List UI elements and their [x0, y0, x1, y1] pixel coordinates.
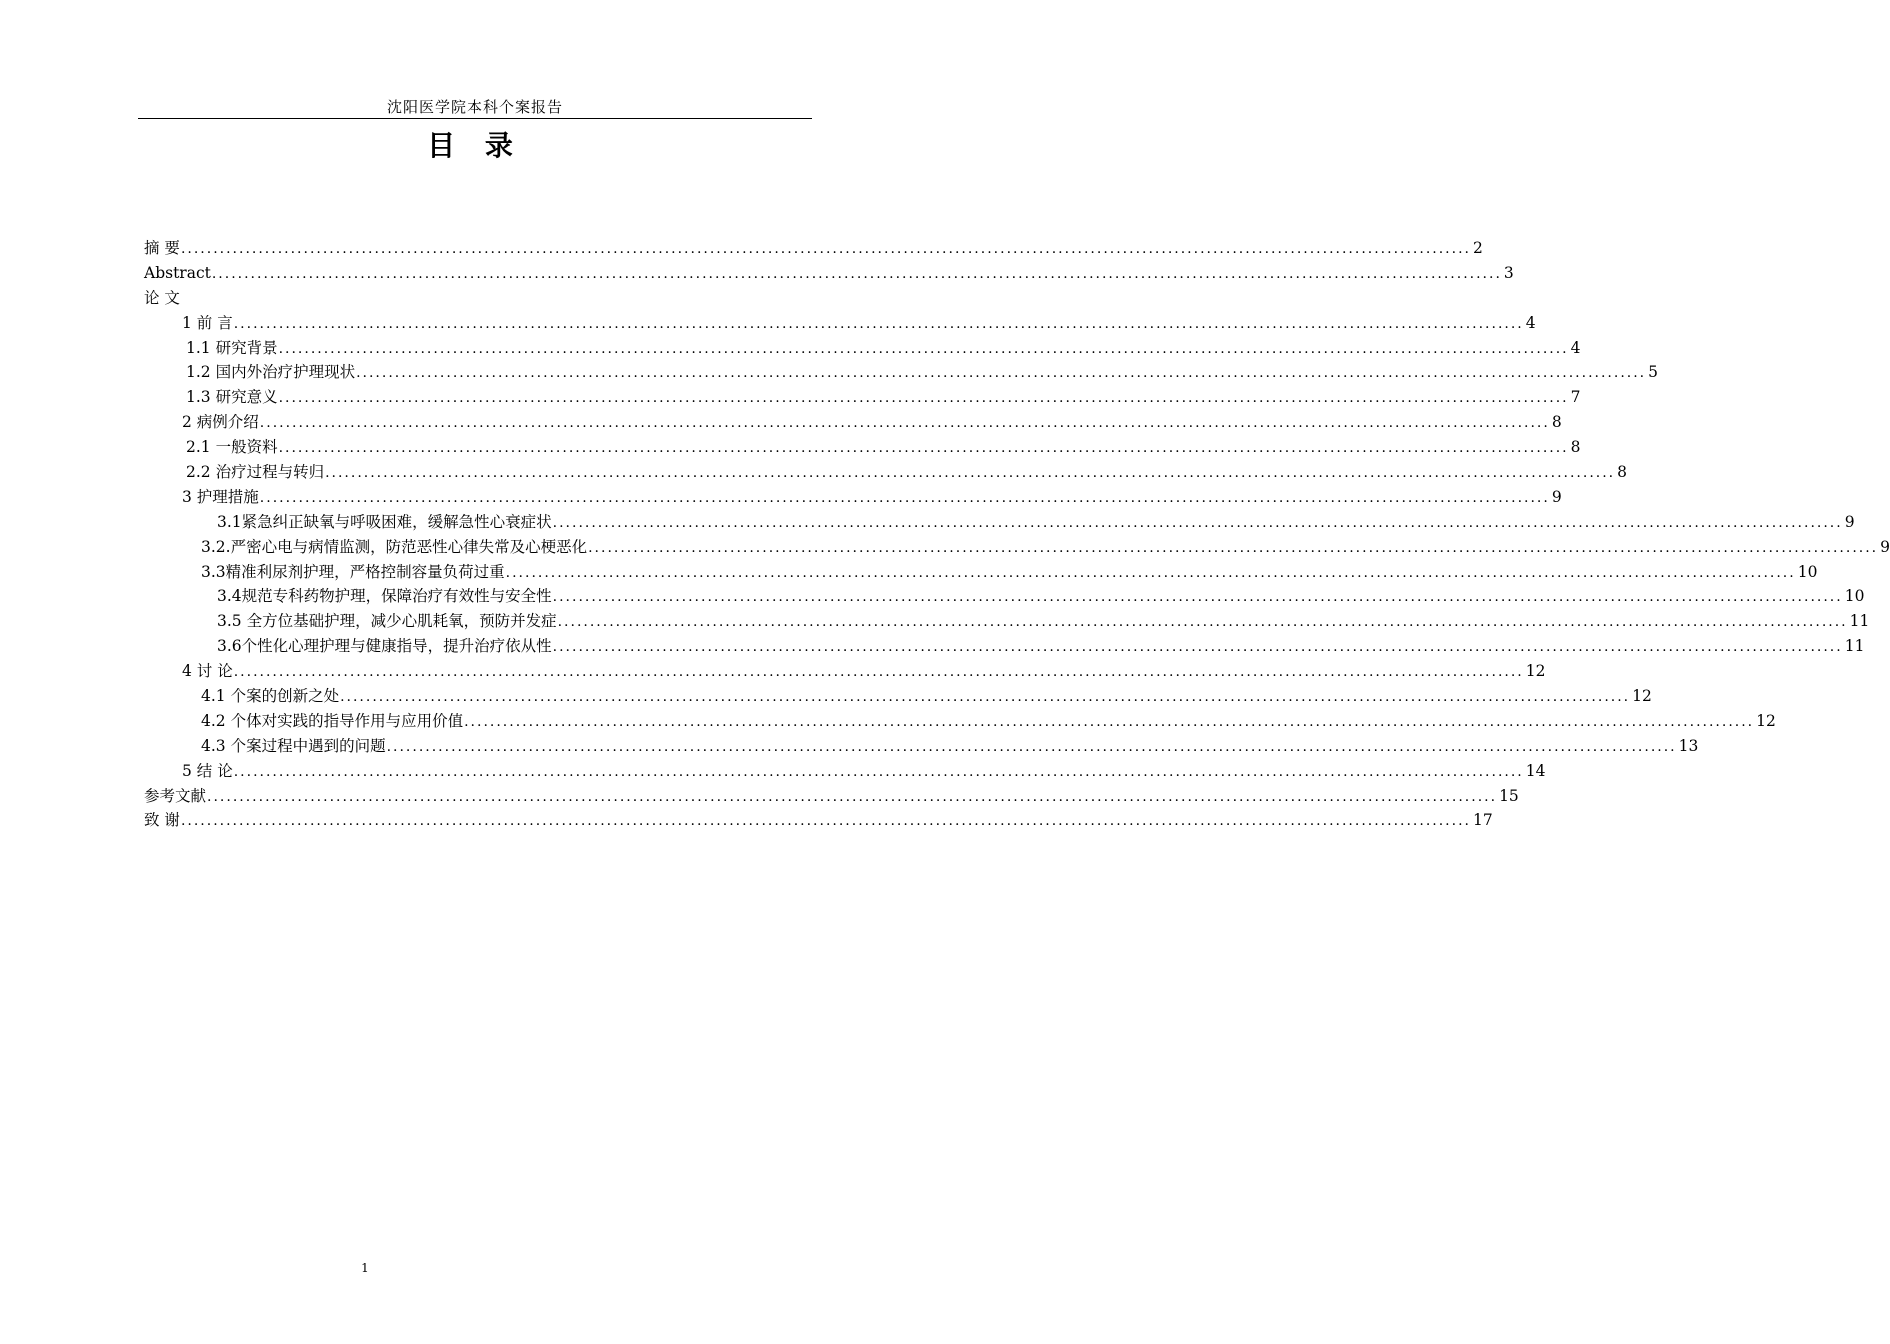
toc-entry-page: 12: [1525, 662, 1546, 681]
toc-entry-page: 14: [1525, 761, 1546, 780]
toc-entry-label: 1.1 研究背景: [186, 338, 278, 357]
toc-entry[interactable]: [144, 261, 1514, 286]
toc-entry[interactable]: [144, 560, 1818, 585]
toc-entry-label: 论 文: [144, 288, 180, 307]
toc-entry-label: 4.1 个案的创新之处: [201, 687, 340, 706]
toc-entry-label: 4 讨 论: [182, 662, 233, 681]
toc-entry-page: 8: [1551, 413, 1562, 432]
toc-entry-label: 3.5 全方位基础护理，减少心肌耗氧，预防并发症: [217, 612, 557, 631]
toc-leader-dots: ........................................................................................................................................................................................................: [325, 465, 1616, 482]
toc-entry-label: 3.4规范专科药物护理，保障治疗有效性与安全性: [217, 587, 552, 606]
toc-entry-label: 5 结 论: [182, 761, 233, 780]
toc-leader-dots: ........................................................................................................................................................................................................: [278, 390, 1569, 407]
toc-entry[interactable]: [144, 510, 1855, 535]
toc-entry[interactable]: [144, 734, 1699, 759]
toc-entry-label: 1.2 国内外治疗护理现状: [186, 363, 356, 382]
toc-entry-label: 2 病例介绍: [182, 413, 259, 432]
toc-entry-page: 17: [1472, 811, 1493, 830]
toc-leader-dots: ........................................................................................................................................................................................................: [180, 813, 1471, 830]
toc-entry-label: 2.1 一般资料: [186, 438, 278, 457]
toc-entry[interactable]: [144, 410, 1562, 435]
toc-entry-page: 4: [1525, 313, 1536, 332]
toc-entry-page: 4: [1570, 338, 1581, 357]
toc-leader-dots: ........................................................................................................................................................................................................: [207, 788, 1498, 805]
toc-entry-label: 4.3 个案过程中遇到的问题: [201, 736, 386, 755]
toc-entry-label: Abstract: [144, 263, 211, 282]
toc-entry[interactable]: [144, 236, 1483, 261]
toc-leader-dots: ........................................................................................................................................................................................................: [180, 241, 1471, 257]
toc-entry-page: 2: [1472, 239, 1483, 257]
toc-entry-page: 10: [1797, 562, 1818, 581]
toc-entry-page: 12: [1756, 711, 1776, 730]
toc-entry-page: 9: [1551, 487, 1562, 506]
toc-leader-dots: ........................................................................................................................................................................................................: [464, 713, 1755, 730]
toc-leader-dots: ........................................................................................................................................................................................................: [233, 664, 1524, 681]
toc-leader-dots: ........................................................................................................................................................................................................: [340, 689, 1631, 706]
toc-entry-label: 致 谢: [144, 811, 180, 830]
toc-entry[interactable]: [144, 460, 1627, 485]
page-number: 1: [361, 1261, 369, 1275]
toc-entry-label: 摘 要: [144, 239, 180, 257]
toc-entry[interactable]: [144, 784, 1519, 809]
toc-entry-page: 10: [1844, 587, 1865, 606]
toc-entry[interactable]: [144, 336, 1581, 361]
toc-entry-page: 5: [1648, 363, 1658, 382]
toc-leader-dots: ........................................................................................................................................................................................................: [557, 614, 1848, 631]
toc-entry[interactable]: [144, 634, 1865, 659]
toc-entry[interactable]: [144, 360, 1658, 385]
toc-leader-dots: ........................................................................................................................................................................................................: [552, 514, 1843, 531]
toc-entry[interactable]: [144, 659, 1546, 684]
toc-title: 目 录: [427, 129, 523, 162]
page-header: 沈阳医学院本科个案报告: [138, 96, 812, 119]
toc-entry-label: 2.2 治疗过程与转归: [186, 463, 325, 482]
toc-leader-dots: ........................................................................................................................................................................................................: [259, 489, 1550, 506]
toc-leader-dots: ........................................................................................................................................................................................................: [588, 539, 1879, 556]
toc-entry[interactable]: [144, 709, 1776, 734]
toc-entry[interactable]: [144, 485, 1562, 510]
toc-entry-page: 8: [1617, 463, 1627, 482]
toc-entry[interactable]: [144, 759, 1546, 784]
toc-leader-dots: ........................................................................................................................................................................................................: [233, 763, 1524, 780]
toc-entry-label: 3.6个性化心理护理与健康指导，提升治疗依从性: [217, 637, 552, 656]
toc-leader-dots: ........................................................................................................................................................................................................: [259, 415, 1550, 432]
toc-entry-label: 4.2 个体对实践的指导作用与应用价值: [201, 711, 464, 730]
toc-entry-page: 11: [1844, 637, 1865, 656]
toc-entry-label: 参考文献: [144, 786, 207, 805]
toc-entry[interactable]: [144, 435, 1581, 460]
toc-entry-label: 3 护理措施: [182, 487, 259, 506]
toc-entry-page: 7: [1570, 388, 1581, 407]
toc-leader-dots: ........................................................................................................................................................................................................: [505, 564, 1796, 581]
toc-entry[interactable]: [144, 808, 1493, 833]
toc-entry-label: 1 前 言: [182, 313, 233, 332]
toc-leader-dots: ........................................................................................................................................................................................................: [278, 440, 1569, 457]
toc-entry[interactable]: [144, 584, 1865, 609]
toc-entry-page: 9: [1844, 512, 1855, 531]
toc-entry[interactable]: [144, 684, 1652, 709]
toc-leader-dots: ........................................................................................................................................................................................................: [278, 340, 1569, 357]
toc-entry-page: 3: [1503, 263, 1514, 282]
toc-entry-page: 8: [1570, 438, 1581, 457]
toc-entry-label: 1.3 研究意义: [186, 388, 278, 407]
toc-entry-label: 3.2.严密心电与病情监测，防范恶性心律失常及心梗恶化: [201, 537, 588, 556]
table-of-contents: [144, 236, 1890, 833]
toc-entry-page: 9: [1880, 537, 1890, 556]
toc-leader-dots: ........................................................................................................................................................................................................: [211, 265, 1502, 282]
toc-entry-page: 13: [1678, 736, 1699, 755]
toc-entry-page: 12: [1632, 687, 1652, 706]
toc-leader-dots: ........................................................................................................................................................................................................: [386, 738, 1677, 755]
toc-entry-page: 15: [1499, 786, 1519, 805]
toc-entry[interactable]: [144, 311, 1536, 336]
toc-leader-dots: ........................................................................................................................................................................................................: [552, 639, 1843, 656]
toc-leader-dots: ........................................................................................................................................................................................................: [552, 589, 1843, 606]
toc-entry-page: 11: [1849, 612, 1870, 631]
toc-leader-dots: ........................................................................................................................................................................................................: [356, 365, 1647, 382]
toc-entry[interactable]: [144, 286, 808, 311]
toc-leader-dots: ........................................................................................................................................................................................................: [233, 315, 1524, 332]
toc-entry[interactable]: [144, 609, 1870, 634]
toc-entry[interactable]: [144, 385, 1581, 410]
toc-entry-label: 3.3精准利尿剂护理，严格控制容量负荷过重: [201, 562, 505, 581]
toc-entry-label: 3.1紧急纠正缺氧与呼吸困难，缓解急性心衰症状: [217, 512, 552, 531]
toc-entry[interactable]: [144, 535, 1890, 560]
